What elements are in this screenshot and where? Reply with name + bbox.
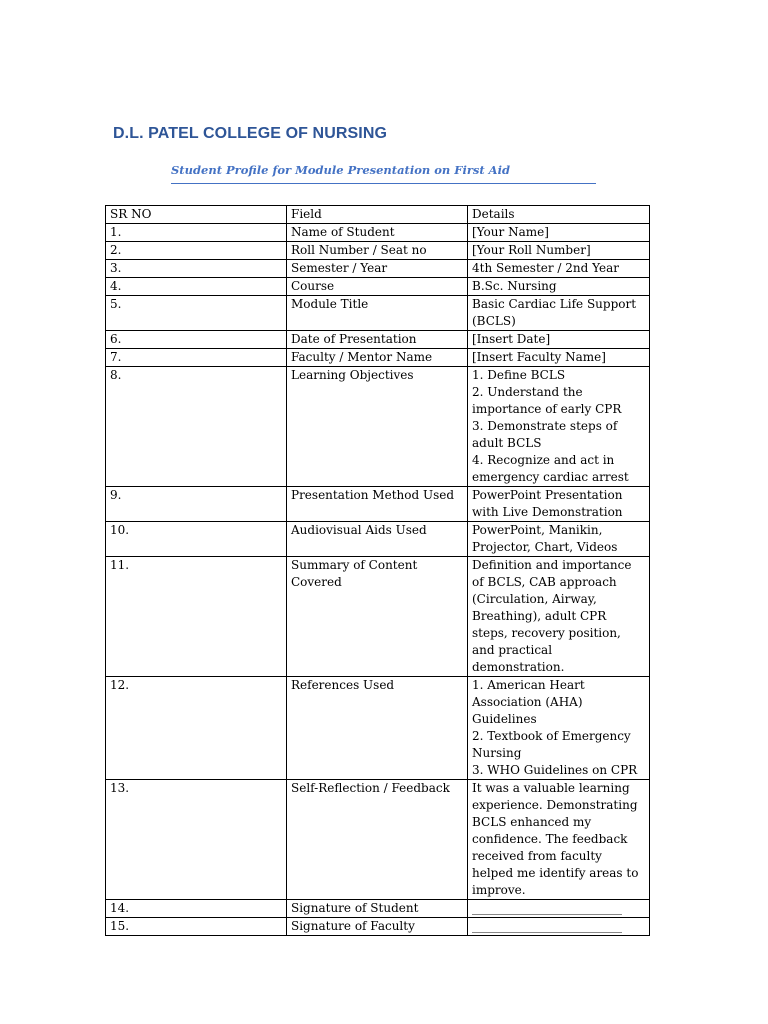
row-sr-no: 9.: [106, 487, 287, 522]
row-details: PowerPoint Presentation with Live Demonstration: [468, 487, 650, 522]
row-details: Basic Cardiac Life Support (BCLS): [468, 296, 650, 331]
row-field: Semester / Year: [287, 260, 468, 278]
table-row: [106, 918, 650, 936]
row-sr-no: 14.: [106, 900, 287, 918]
row-field: Audiovisual Aids Used: [287, 522, 468, 557]
row-field: Presentation Method Used: [287, 487, 468, 522]
row-details: Definition and importance of BCLS, CAB approach (Circulation, Airway, Breathing), adult CPR steps, recovery position, and practical demonstration.: [468, 557, 650, 677]
row-details: [Insert Date]: [468, 331, 650, 349]
header-field: Field: [287, 206, 468, 224]
row-sr-no: 4.: [106, 278, 287, 296]
details-line: 3. Demonstrate steps of adult BCLS: [472, 419, 618, 450]
row-details: It was a valuable learning experience. Demonstrating BCLS enhanced my confidence. The feedback received from faculty helped me identify areas to improve.: [468, 780, 650, 900]
row-details: [Your Roll Number]: [468, 242, 650, 260]
row-details: [468, 367, 650, 487]
details-line: 3. WHO Guidelines on CPR: [472, 763, 638, 777]
row-sr-no: 13.: [106, 780, 287, 900]
details-line: 1. American Heart Association (AHA) Guidelines: [472, 678, 585, 726]
row-sr-no: 12.: [106, 677, 287, 780]
row-field: Roll Number / Seat no: [287, 242, 468, 260]
table-row: [106, 349, 650, 367]
table-row: [106, 367, 650, 487]
table-row: [106, 780, 650, 900]
row-details: B.Sc. Nursing: [468, 278, 650, 296]
row-sr-no: 6.: [106, 331, 287, 349]
details-line: 4. Recognize and act in emergency cardiac arrest: [472, 453, 629, 484]
row-field: Name of Student: [287, 224, 468, 242]
table-row: [106, 522, 650, 557]
row-field: Date of Presentation: [287, 331, 468, 349]
college-name: D.L. PATEL COLLEGE OF NURSING: [113, 125, 388, 142]
row-sr-no: 3.: [106, 260, 287, 278]
row-field: Module Title: [287, 296, 468, 331]
header-sr-no: SR NO: [106, 206, 287, 224]
row-details: 4th Semester / 2nd Year: [468, 260, 650, 278]
table-row: [106, 487, 650, 522]
row-field: Learning Objectives: [287, 367, 468, 487]
row-field: References Used: [287, 677, 468, 780]
row-field: Signature of Faculty: [287, 918, 468, 936]
row-details: [Insert Faculty Name]: [468, 349, 650, 367]
row-sr-no: 8.: [106, 367, 287, 487]
table-row: [106, 242, 650, 260]
table-row: [106, 278, 650, 296]
table-row: [106, 224, 650, 242]
row-sr-no: 7.: [106, 349, 287, 367]
header-details: Details: [468, 206, 650, 224]
document-subtitle: Student Profile for Module Presentation on First Aid: [171, 163, 511, 177]
table-row: [106, 331, 650, 349]
row-field: Summary of Content Covered: [287, 557, 468, 677]
table-row: [106, 900, 650, 918]
table-row: [106, 557, 650, 677]
row-details: _________________________: [468, 918, 650, 936]
row-field: Signature of Student: [287, 900, 468, 918]
table-header-row: [106, 206, 650, 224]
details-line: 1. Define BCLS: [472, 368, 566, 382]
row-sr-no: 2.: [106, 242, 287, 260]
row-details: [Your Name]: [468, 224, 650, 242]
row-sr-no: 15.: [106, 918, 287, 936]
row-field: Faculty / Mentor Name: [287, 349, 468, 367]
row-sr-no: 11.: [106, 557, 287, 677]
details-line: 2. Textbook of Emergency Nursing: [472, 729, 631, 760]
student-profile-table: [105, 205, 650, 936]
subtitle-underline: [171, 183, 596, 184]
row-details: [468, 677, 650, 780]
row-field: Course: [287, 278, 468, 296]
details-line: 2. Understand the importance of early CPR: [472, 385, 622, 416]
row-details: PowerPoint, Manikin, Projector, Chart, Videos: [468, 522, 650, 557]
table-row: [106, 677, 650, 780]
table-row: [106, 260, 650, 278]
row-field: Self-Reflection / Feedback: [287, 780, 468, 900]
row-sr-no: 5.: [106, 296, 287, 331]
row-sr-no: 1.: [106, 224, 287, 242]
table-row: [106, 296, 650, 331]
row-details: _________________________: [468, 900, 650, 918]
row-sr-no: 10.: [106, 522, 287, 557]
